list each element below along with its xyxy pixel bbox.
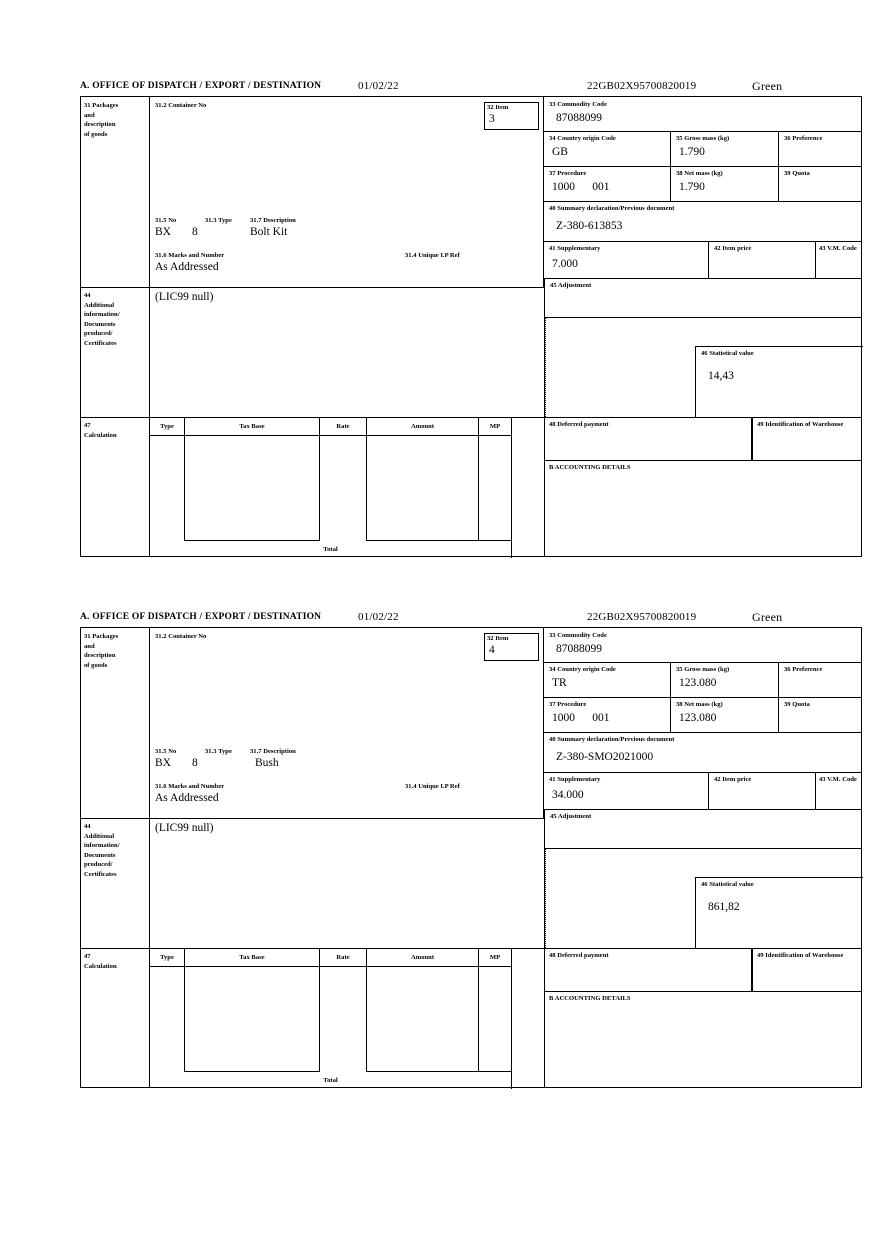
field-31-3-type-label-2: 31.3 Type	[205, 748, 232, 755]
field-31-4-uniqueref-label-2: 31.4 Unique I.P Ref	[405, 783, 460, 790]
field-44-value-2: (LIC99 null)	[155, 822, 214, 834]
field-47-col-amount-label-2: Amount	[410, 954, 435, 961]
field-46-region-2	[544, 849, 862, 948]
field-47-body-taxbase-2	[185, 967, 320, 1072]
field-33-label: 33 Commodity Code	[549, 101, 607, 108]
field-47-col-amount	[367, 418, 479, 436]
field-38-cell-2	[671, 698, 779, 733]
dotted-divider	[545, 318, 546, 417]
field-47-col-type	[150, 418, 185, 436]
field-46-cell-2	[695, 877, 863, 948]
field-35-value: 1.790	[679, 146, 705, 158]
field-39-label: 39 Quota	[784, 170, 810, 177]
field-47-col-taxbase-2	[185, 949, 320, 967]
field-32-item-box	[484, 102, 539, 130]
field-47-body-rate	[320, 436, 367, 541]
field-34-value-2: TR	[552, 677, 567, 689]
field-43-label-2: 43 V.M. Code	[819, 776, 857, 783]
field-31-3-type-value-2: 8	[192, 757, 198, 769]
movement-reference-number: 22GB02X95700820019	[587, 80, 697, 92]
field-47-body-mp	[479, 436, 512, 541]
field-49-label: 49 Identification of Warehouse	[757, 421, 844, 428]
field-47-col-amount-label: Amount	[410, 423, 435, 430]
field-47-total-label: Total	[323, 546, 338, 553]
office-of-dispatch-label-2: A. OFFICE OF DISPATCH / EXPORT / DESTINATION	[80, 612, 322, 622]
field-45-label-2: 45 Adjustment	[550, 813, 592, 820]
field-b-cell	[544, 460, 862, 557]
field-46-value: 14,43	[708, 370, 734, 382]
field-41-value: 7.000	[552, 258, 578, 270]
field-41-cell	[544, 242, 709, 279]
field-48-label: 48 Deferred payment	[549, 421, 609, 428]
field-31-6-marks-label: 31.6 Marks and Number	[155, 252, 225, 259]
field-b-label-2: B ACCOUNTING DETAILS	[549, 995, 631, 1002]
field-37-cell	[544, 167, 671, 202]
field-48-label-2: 48 Deferred payment	[549, 952, 609, 959]
field-44-label-line-3-2: Documents	[84, 851, 116, 859]
field-35-value-2: 123.080	[679, 677, 717, 689]
field-40-cell	[544, 202, 862, 242]
field-31-goods-cell	[149, 97, 544, 287]
field-40-label: 40 Summary declaration/Previous document	[549, 205, 675, 212]
field-44-content-cell-2	[149, 818, 544, 948]
field-44-label-cell-2	[81, 818, 149, 948]
field-47-col-amount-2	[367, 949, 479, 967]
field-31-6-marks-value-2: As Addressed	[155, 792, 219, 804]
field-34-label: 34 Country origin Code	[549, 135, 616, 142]
field-47-total-row	[150, 541, 512, 558]
field-33-label-2: 33 Commodity Code	[549, 632, 607, 639]
field-31-3-type-value: 8	[192, 226, 198, 238]
field-46-cell	[695, 346, 863, 417]
field-31-label-line-1-2: and	[84, 642, 95, 650]
field-40-value-2: Z-380-SMO2021000	[556, 751, 654, 763]
field-47-body-mp-2	[479, 967, 512, 1072]
field-47-col-rate-2	[320, 949, 367, 967]
field-39-cell-2	[779, 698, 862, 733]
field-44-label-line-2-2: information/	[84, 842, 120, 849]
field-47-label-cell	[81, 417, 149, 557]
field-47-col-rate-label: Rate	[336, 423, 350, 430]
movement-reference-number-2: 22GB02X95700820019	[587, 611, 697, 623]
field-47-label-line-1-2: Calculation	[84, 962, 117, 970]
field-34-cell-2	[544, 663, 671, 698]
field-31-7-description-value: Bolt Kit	[250, 226, 288, 238]
field-31-6-marks-label-2: 31.6 Marks and Number	[155, 783, 225, 790]
field-47-body-rate-2	[320, 967, 367, 1072]
form-header-1	[80, 81, 862, 95]
field-44-label-line-2: information/	[84, 311, 120, 318]
field-42-cell	[709, 242, 816, 279]
field-44-label-line-0-2: 44	[84, 823, 91, 830]
field-44-content-cell	[149, 287, 544, 417]
field-49-label-2: 49 Identification of Warehouse	[757, 952, 844, 959]
field-46-region	[544, 318, 862, 417]
field-45-label: 45 Adjustment	[550, 282, 592, 289]
dotted-divider-2	[545, 849, 546, 948]
field-32-label: 32 Item	[487, 104, 509, 111]
field-44-label-line-1: Additional	[84, 301, 115, 309]
field-41-cell-2	[544, 773, 709, 810]
field-43-cell	[816, 242, 862, 279]
field-47-col-rate-label-2: Rate	[336, 954, 350, 961]
field-31-label-line-3-2: of goods	[84, 661, 108, 669]
field-37-cell-2	[544, 698, 671, 733]
field-49-cell	[752, 417, 862, 460]
field-31-5-no-value-2: BX	[155, 757, 171, 769]
field-47-body-taxbase	[185, 436, 320, 541]
field-31-7-description-label-2: 31.7 Description	[250, 748, 296, 755]
field-47-col-taxbase-label: Tax Base	[239, 423, 265, 430]
field-47-col-type-2	[150, 949, 185, 967]
route-status: Green	[752, 79, 783, 93]
field-33-cell	[544, 97, 862, 132]
field-35-cell	[671, 132, 779, 167]
field-33-value-2: 87088099	[556, 643, 602, 655]
field-40-label-2: 40 Summary declaration/Previous document	[549, 736, 675, 743]
field-34-value: GB	[552, 146, 568, 158]
field-31-6-marks-value: As Addressed	[155, 261, 219, 273]
field-40-value: Z-380-613853	[556, 220, 623, 232]
field-34-cell	[544, 132, 671, 167]
form-header-2	[80, 612, 862, 626]
field-44-value: (LIC99 null)	[155, 291, 214, 303]
field-44-label-line-5-2: Certificates	[84, 870, 117, 878]
field-36-label: 36 Preference	[784, 135, 823, 142]
field-35-cell-2	[671, 663, 779, 698]
field-36-cell-2	[779, 663, 862, 698]
field-37-value: 1000 001	[552, 181, 610, 193]
field-31-3-type-label: 31.3 Type	[205, 217, 232, 224]
field-43-label: 43 V.M. Code	[819, 245, 857, 252]
field-31-label-line-2-2: description	[84, 652, 116, 659]
field-31-4-uniqueref-label: 31.4 Unique I.P Ref	[405, 252, 460, 259]
field-36-label-2: 36 Preference	[784, 666, 823, 673]
office-of-dispatch-label: A. OFFICE OF DISPATCH / EXPORT / DESTINATION	[80, 81, 322, 91]
field-31-7-description-label: 31.7 Description	[250, 217, 296, 224]
field-35-label: 35 Gross mass (kg)	[676, 135, 730, 142]
field-47-col-taxbase	[185, 418, 320, 436]
field-44-label-line-0: 44	[84, 292, 91, 299]
field-47-col-mp	[479, 418, 512, 436]
field-31-5-no-value: BX	[155, 226, 171, 238]
field-47-col-mp-2	[479, 949, 512, 967]
field-37-value-2: 1000 001	[552, 712, 610, 724]
field-31-label-cell-2	[81, 628, 149, 818]
field-38-label: 38 Net mass (kg)	[676, 170, 723, 177]
field-31-label-line-1: and	[84, 111, 95, 119]
field-37-label: 37 Procedure	[549, 170, 587, 177]
field-47-col-mp-label-2: MP	[489, 954, 501, 961]
field-32-label-2: 32 Item	[487, 635, 509, 642]
field-39-cell	[779, 167, 862, 202]
field-45-cell-2	[544, 810, 862, 849]
field-47-label-line-0: 47	[84, 422, 91, 429]
field-31-7-description-value-2: Bush	[255, 757, 279, 769]
declaration-form-1	[80, 96, 862, 557]
field-45-cell	[544, 279, 862, 318]
field-47-table	[149, 417, 544, 557]
field-33-value: 87088099	[556, 112, 602, 124]
field-43-cell-2	[816, 773, 862, 810]
route-status-2: Green	[752, 610, 783, 624]
field-47-body-type-2	[150, 967, 185, 1072]
field-31-2-container-label-2: 31.2 Container No	[155, 633, 207, 640]
declaration-date-2: 01/02/22	[358, 611, 399, 623]
field-31-5-no-label-2: 31.5 No	[155, 748, 177, 755]
field-44-label-line-5: Certificates	[84, 339, 117, 347]
field-40-cell-2	[544, 733, 862, 773]
field-31-label-cell	[81, 97, 149, 287]
field-38-label-2: 38 Net mass (kg)	[676, 701, 723, 708]
field-47-total-row-2	[150, 1072, 512, 1089]
field-32-value: 3	[489, 113, 495, 125]
field-39-label-2: 39 Quota	[784, 701, 810, 708]
field-47-total-label-2: Total	[323, 1077, 338, 1084]
field-47-body-amount	[367, 436, 479, 541]
field-32-value-2: 4	[489, 644, 495, 656]
field-47-body-amount-2	[367, 967, 479, 1072]
field-31-label-line-3: of goods	[84, 130, 108, 138]
field-47-label-line-1: Calculation	[84, 431, 117, 439]
field-47-label-line-0-2: 47	[84, 953, 91, 960]
field-42-label-2: 42 Item price	[714, 776, 752, 783]
field-36-cell	[779, 132, 862, 167]
field-44-label-cell	[81, 287, 149, 417]
field-32-item-box-2	[484, 633, 539, 661]
field-38-value: 1.790	[679, 181, 705, 193]
field-35-label-2: 35 Gross mass (kg)	[676, 666, 730, 673]
field-46-label-2: 46 Statistical value	[701, 881, 754, 888]
declaration-date: 01/02/22	[358, 80, 399, 92]
field-41-label-2: 41 Supplementary	[549, 776, 601, 783]
field-48-cell-2	[544, 948, 752, 991]
field-41-value-2: 34.000	[552, 789, 584, 801]
field-33-cell-2	[544, 628, 862, 663]
field-38-cell	[671, 167, 779, 202]
field-37-label-2: 37 Procedure	[549, 701, 587, 708]
field-49-cell-2	[752, 948, 862, 991]
field-48-cell	[544, 417, 752, 460]
field-31-5-no-label: 31.5 No	[155, 217, 177, 224]
field-46-label: 46 Statistical value	[701, 350, 754, 357]
field-b-cell-2	[544, 991, 862, 1088]
field-31-label-line-2: description	[84, 121, 116, 128]
field-47-table-2	[149, 948, 544, 1088]
field-31-label-line-0: 31 Packages	[84, 102, 119, 109]
field-b-label: B ACCOUNTING DETAILS	[549, 464, 631, 471]
declaration-form-2	[80, 627, 862, 1088]
field-47-col-mp-label: MP	[489, 423, 501, 430]
field-47-body-type	[150, 436, 185, 541]
field-47-label-cell-2	[81, 948, 149, 1088]
field-47-col-type-label-2: Type	[160, 954, 174, 961]
field-47-col-type-label: Type	[160, 423, 174, 430]
field-47-col-taxbase-label-2: Tax Base	[239, 954, 265, 961]
field-34-label-2: 34 Country origin Code	[549, 666, 616, 673]
field-44-label-line-1-2: Additional	[84, 832, 115, 840]
field-47-col-rate	[320, 418, 367, 436]
field-41-label: 41 Supplementary	[549, 245, 601, 252]
field-38-value-2: 123.080	[679, 712, 717, 724]
field-42-label: 42 Item price	[714, 245, 752, 252]
field-31-2-container-label: 31.2 Container No	[155, 102, 207, 109]
field-46-value-2: 861,82	[708, 901, 740, 913]
field-44-label-line-4: produced/	[84, 330, 113, 337]
field-44-label-line-3: Documents	[84, 320, 116, 328]
field-31-goods-cell-2	[149, 628, 544, 818]
field-44-label-line-4-2: produced/	[84, 861, 113, 868]
field-31-label-line-0-2: 31 Packages	[84, 633, 119, 640]
field-42-cell-2	[709, 773, 816, 810]
